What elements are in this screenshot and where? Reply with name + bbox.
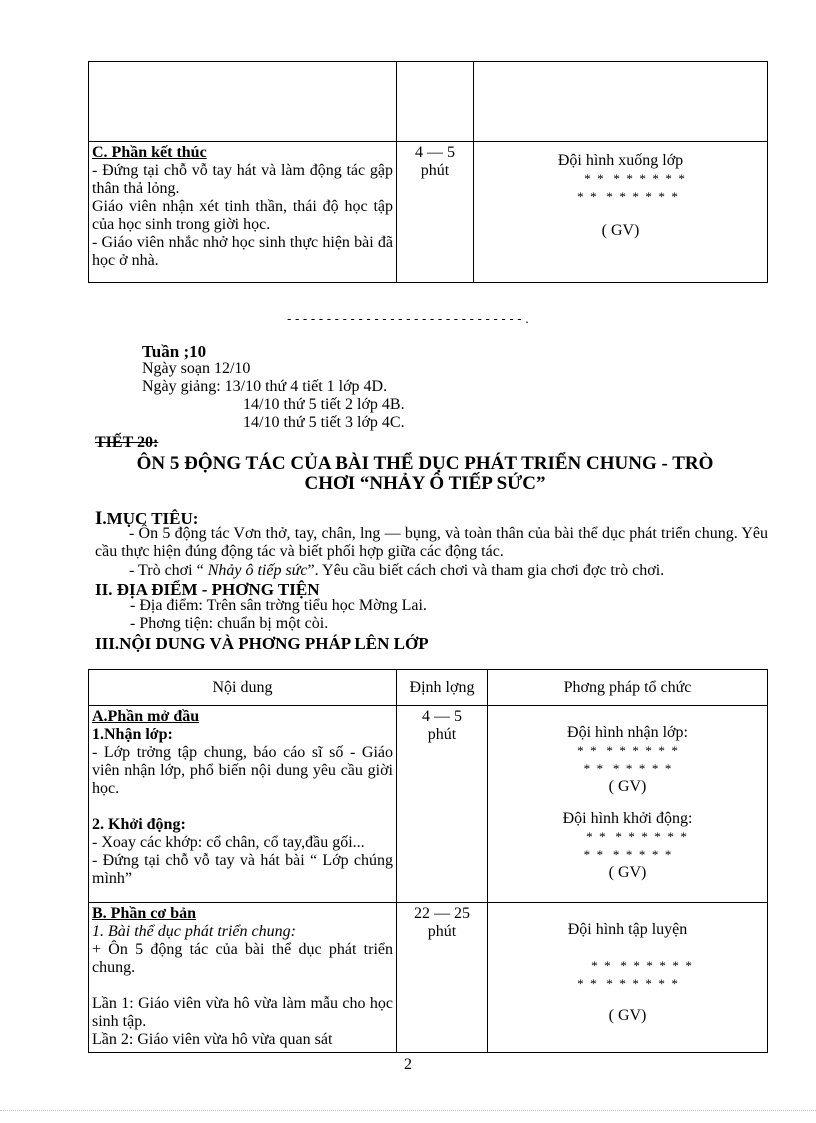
- star-row: * * * * * * *: [583, 761, 672, 776]
- star-row: * * * * * * *: [583, 847, 672, 862]
- star-row: * * * * * * * *: [584, 171, 685, 186]
- content-numeral: III.: [95, 634, 120, 653]
- intro-title: A.Phần mở đầu: [92, 708, 200, 725]
- formation1-title: Đội hình nhận lớp:: [567, 724, 688, 741]
- basic-item1-text: + Ôn 5 động tác của bài thể dục phát triển chung.: [92, 941, 393, 976]
- conclusion-line: Giáo viên nhận xét tinh thần, thái độ học tập của học sinh trong giời học.: [92, 198, 393, 233]
- conclusion-title: C. Phần kết thúc: [92, 144, 207, 161]
- objectives-game-suffix: ”. Yêu cầu biết cách chơi và tham gia chơi đợc trò chơi.: [307, 562, 665, 579]
- basic-formation-teacher: ( GV): [608, 1007, 647, 1024]
- location-numeral: II.: [95, 580, 113, 599]
- separator-line: - - - - - - - - - - - - - - - - - - - - - - - - - - - - - - .: [287, 311, 529, 326]
- top-table: [88, 61, 768, 283]
- header-content: Nội dung: [89, 670, 397, 706]
- main-table: [88, 669, 768, 1053]
- objectives-game-name: Nhảy ô tiếp sức: [207, 562, 308, 579]
- header-method: Phơng pháp tổ chức: [488, 670, 768, 706]
- objectives-label: .MỤC TIÊU:: [102, 509, 199, 528]
- intro-content-cell: [89, 706, 397, 903]
- location-place: - Địa điểm: Trên sân trờng tiểu học Mờng Lai.: [130, 597, 427, 614]
- top-empty-cell-1: [89, 62, 397, 142]
- objectives-numeral: I: [95, 508, 103, 529]
- objectives-text-2: [129, 562, 664, 580]
- objectives-game-prefix: - Trò chơi “: [129, 562, 208, 579]
- star-row: * * * * * * * *: [586, 829, 687, 844]
- lesson-title-line2: CHƠI “NHẢY Ô TIẾP SỨC”: [304, 473, 546, 494]
- intro-sub1-text: - Lớp trởng tập chung, báo cáo sĩ số - Giáo viên nhận lớp, phổ biến nội dung yêu cầu giời học.: [92, 744, 393, 797]
- page-number: 2: [404, 1056, 412, 1073]
- formation2-title: Đội hình khởi động:: [562, 810, 693, 827]
- prep-date: Ngày soạn 12/10: [142, 360, 251, 377]
- intro-sub2-line2: - Đứng tại chỗ vỗ tay và hát bài “ Lớp chúng mình”: [92, 852, 393, 887]
- page-edge-divider: [0, 1110, 816, 1111]
- basic-formation-cell: [488, 903, 768, 1053]
- basic-title: B. Phần cơ bản: [92, 905, 196, 922]
- header-quantity: Định lợng: [397, 670, 488, 706]
- intro-time-cell: [397, 706, 488, 903]
- lesson-number: TIẾT 20:: [95, 434, 159, 451]
- content-label: NỘI DUNG VÀ PHƠNG PHÁP LÊN LỚP: [119, 634, 429, 653]
- basic-round1: Lần 1: Giáo viên vừa hô vừa làm mẫu cho học sinh tập.: [92, 995, 393, 1030]
- location-label: ĐỊA ĐIỂM - PHƠNG TIỆN: [112, 580, 320, 599]
- basic-time-cell: [397, 903, 488, 1053]
- basic-formation-title: Đội hình tập luyện: [567, 921, 688, 938]
- formation2-teacher: ( GV): [608, 864, 647, 881]
- basic-round2: Lần 2: Giáo viên vừa hô vừa quan sát: [92, 1031, 333, 1048]
- conclusion-time: 4 — 5 phút: [415, 144, 455, 179]
- location-equipment: - Phơng tiện: chuẩn bị một còi.: [130, 615, 329, 632]
- conclusion-content-cell: [89, 142, 397, 283]
- top-empty-cell-3: [474, 62, 768, 142]
- teach-date-2: 14/10 thứ 5 tiết 2 lớp 4B.: [243, 396, 405, 413]
- conclusion-time-cell: [397, 142, 474, 283]
- top-empty-cell-2: [397, 62, 474, 142]
- basic-item1: 1. Bài thể dục phát triển chung:: [92, 923, 296, 940]
- star-row: * * * * * * * *: [591, 958, 692, 973]
- teacher-label: ( GV): [601, 222, 640, 239]
- teach-date-1: Ngày giảng: 13/10 thứ 4 tiết 1 lớp 4D.: [142, 378, 388, 395]
- intro-sub2: 2. Khởi động:: [92, 816, 186, 833]
- basic-time: 22 — 25 phút: [414, 905, 470, 940]
- conclusion-line: - Giáo viên nhắc nhở học sinh thực hiện bài đã học ở nhà.: [92, 234, 393, 269]
- conclusion-formation-cell: [474, 142, 768, 283]
- conclusion-line: - Đứng tại chỗ vỗ tay hát và làm động tác gập thân thả lỏng.: [92, 162, 393, 197]
- intro-formation-cell: [488, 706, 768, 903]
- teach-date-3: 14/10 thứ 5 tiết 3 lớp 4C.: [243, 414, 405, 431]
- intro-sub1: 1.Nhận lớp:: [92, 726, 173, 743]
- star-row: * * * * * * * *: [577, 976, 678, 991]
- conclusion-formation-title: Đội hình xuống lớp: [557, 152, 684, 169]
- content-heading: [95, 634, 429, 654]
- week-label: Tuần ;10: [142, 342, 207, 361]
- star-row: * * * * * * * *: [577, 189, 678, 204]
- intro-sub2-line1: - Xoay các khớp: cổ chân, cổ tay,đầu gối...: [92, 834, 365, 851]
- formation1-teacher: ( GV): [608, 778, 647, 795]
- lesson-title-line1: ÔN 5 ĐỘNG TÁC CỦA BÀI THỂ DỤC PHÁT TRIỂN CHUNG - TRÒ: [136, 453, 714, 474]
- basic-content-cell: [89, 903, 397, 1053]
- star-row: * * * * * * * *: [577, 743, 678, 758]
- objectives-text-1: - Ôn 5 động tác Vơn thở, tay, chân, lng — bụng, và toàn thân của bài thể dục phát triển chung. Yêu cầu thực hiện đúng động tác và biết phối hợp giữa các động tác.: [95, 525, 768, 560]
- intro-time: 4 — 5 phút: [422, 708, 462, 743]
